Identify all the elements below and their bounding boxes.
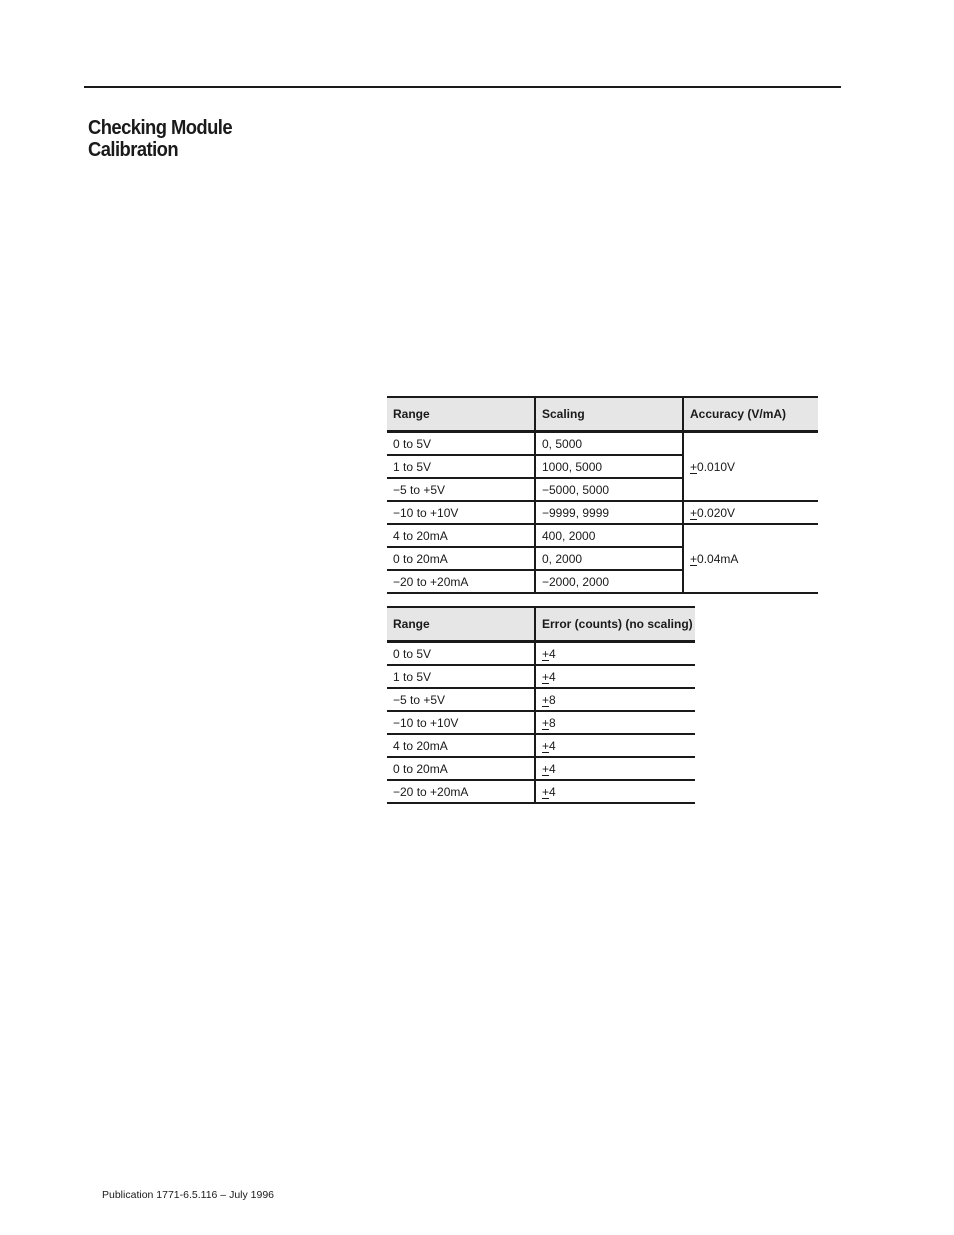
plus-minus-sign: +	[542, 761, 550, 776]
range-cell: −20 to +20mA	[387, 780, 535, 803]
table-row	[387, 524, 818, 547]
table-row	[387, 665, 695, 688]
range-cell: −5 to +5V	[387, 478, 535, 501]
error-cell	[535, 665, 695, 688]
accuracy-cell	[683, 432, 818, 502]
column-header-range: Range	[387, 607, 535, 642]
range-cell: −10 to +10V	[387, 711, 535, 734]
column-header-scaling: Scaling	[535, 397, 683, 432]
table-row	[387, 711, 695, 734]
range-cell: 1 to 5V	[387, 455, 535, 478]
section-title-line-2: Calibration	[88, 139, 179, 161]
table-header-row	[387, 607, 695, 642]
range-cell: 4 to 20mA	[387, 734, 535, 757]
range-cell: 0 to 5V	[387, 432, 535, 456]
error-cell	[535, 757, 695, 780]
error-value: 8	[549, 715, 556, 730]
plus-minus-sign: +	[690, 551, 698, 566]
error-cell	[535, 780, 695, 803]
accuracy-table	[387, 396, 818, 594]
section-title-line-1: Checking Module	[88, 117, 233, 139]
column-header-range: Range	[387, 397, 535, 432]
table-row	[387, 688, 695, 711]
error-cell	[535, 734, 695, 757]
scaling-cell: 0, 5000	[535, 432, 683, 456]
plus-minus-sign: +	[542, 669, 550, 684]
error-value: 4	[549, 784, 556, 799]
accuracy-value: 0.020V	[697, 505, 736, 520]
accuracy-cell	[683, 501, 818, 524]
table-row	[387, 432, 818, 456]
plus-minus-sign: +	[542, 715, 550, 730]
range-cell: 4 to 20mA	[387, 524, 535, 547]
plus-minus-sign: +	[542, 646, 550, 661]
range-cell: −20 to +20mA	[387, 570, 535, 593]
range-cell: 0 to 5V	[387, 642, 535, 666]
range-cell: 0 to 20mA	[387, 757, 535, 780]
section-title	[88, 117, 290, 161]
accuracy-cell	[683, 524, 818, 593]
table-row	[387, 642, 695, 666]
error-value: 4	[549, 669, 556, 684]
table-row	[387, 501, 818, 524]
scaling-cell: 1000, 5000	[535, 455, 683, 478]
error-value: 4	[549, 738, 556, 753]
table-header-row	[387, 397, 818, 432]
error-cell	[535, 642, 695, 666]
column-header-accuracy: Accuracy (V/mA)	[683, 397, 818, 432]
range-cell: −5 to +5V	[387, 688, 535, 711]
table-row	[387, 780, 695, 803]
error-value: 4	[549, 646, 556, 661]
scaling-cell: 0, 2000	[535, 547, 683, 570]
plus-minus-sign: +	[542, 784, 550, 799]
plus-minus-sign: +	[690, 505, 698, 520]
scaling-cell: 400, 2000	[535, 524, 683, 547]
column-header-error: Error (counts) (no scaling)	[535, 607, 695, 642]
plus-minus-sign: +	[542, 692, 550, 707]
error-table	[387, 606, 695, 804]
scaling-cell: −2000, 2000	[535, 570, 683, 593]
table-row	[387, 757, 695, 780]
error-value: 8	[549, 692, 556, 707]
publication-footer: Publication 1771-6.5.116 – July 1996	[102, 1189, 275, 1201]
range-cell: 0 to 20mA	[387, 547, 535, 570]
error-value: 4	[549, 761, 556, 776]
scaling-cell: −5000, 5000	[535, 478, 683, 501]
table-row	[387, 734, 695, 757]
range-cell: −10 to +10V	[387, 501, 535, 524]
plus-minus-sign: +	[690, 459, 698, 474]
error-cell	[535, 711, 695, 734]
accuracy-value: 0.04mA	[697, 551, 739, 566]
error-cell	[535, 688, 695, 711]
scaling-cell: −9999, 9999	[535, 501, 683, 524]
range-cell: 1 to 5V	[387, 665, 535, 688]
plus-minus-sign: +	[542, 738, 550, 753]
header-rule	[84, 86, 841, 88]
accuracy-value: 0.010V	[697, 459, 736, 474]
